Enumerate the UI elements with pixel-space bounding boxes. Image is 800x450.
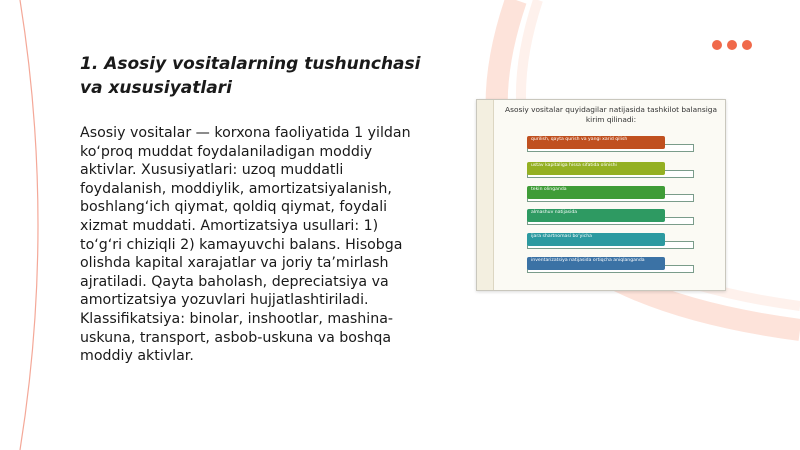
- dot-icon: [712, 40, 722, 50]
- decorative-dots: [712, 40, 752, 50]
- diagram-item: [527, 233, 695, 255]
- diagram-item: [527, 136, 695, 158]
- diagram-item: [527, 186, 695, 208]
- dot-icon: [742, 40, 752, 50]
- diagram-item-label: almashuv natijasida: [527, 209, 665, 222]
- diagram-item-label: ijara shartnomasi bo‘yicha: [527, 233, 665, 246]
- diagram-side-panel: [477, 100, 494, 290]
- diagram-title: Asosiy vositalar quyidagilar natijasida tashkilot balansiga kirim qilinadi:: [505, 105, 717, 124]
- slide-title: 1. Asosiy vositalarning tushunchasi va xususiyatlari: [80, 54, 421, 98]
- left-arc-line: [20, 0, 38, 450]
- diagram-item: [527, 209, 695, 231]
- diagram-item-label: inventarizatsiya natijasida ortiqcha aniqlanganda: [527, 257, 665, 270]
- diagram-image: [476, 99, 726, 291]
- dot-icon: [727, 40, 737, 50]
- diagram-item-label: ustav kapitaliga hissa sifatida olinishi: [527, 162, 665, 175]
- slide-body-text: Asosiy vositalar — korxona faoliyatida 1 yildan ko‘proq muddat foydalaniladigan moddiy aktivlar. Xususiyatlari: uzoq muddatli foydalanish, moddiylik, amortizatsiyalanish, boshlang‘ich qiymat, qoldiq qiymat, foydali xizmat muddati. Amortizatsiya usullari: 1) to‘g‘ri chiziqli 2) kamayuvchi balans. Hisobga olishda kapital xarajatlar va joriy ta’mirlash ajratiladi. Qayta baholash, depreciatsiya va amortizatsiya yozuvlari hujjatlashtiriladi. Klassifikatsiya: binolar, inshootlar, mashina-uskuna, transport, asbob-uskuna va boshqa moddiy aktivlar.: [80, 125, 411, 365]
- diagram-item-label: tekin olinganda: [527, 186, 665, 199]
- diagram-item-label: qurilish, qayta qurish va yangi xarid qilish: [527, 136, 665, 149]
- diagram-item: [527, 257, 695, 279]
- diagram-item: [527, 162, 695, 184]
